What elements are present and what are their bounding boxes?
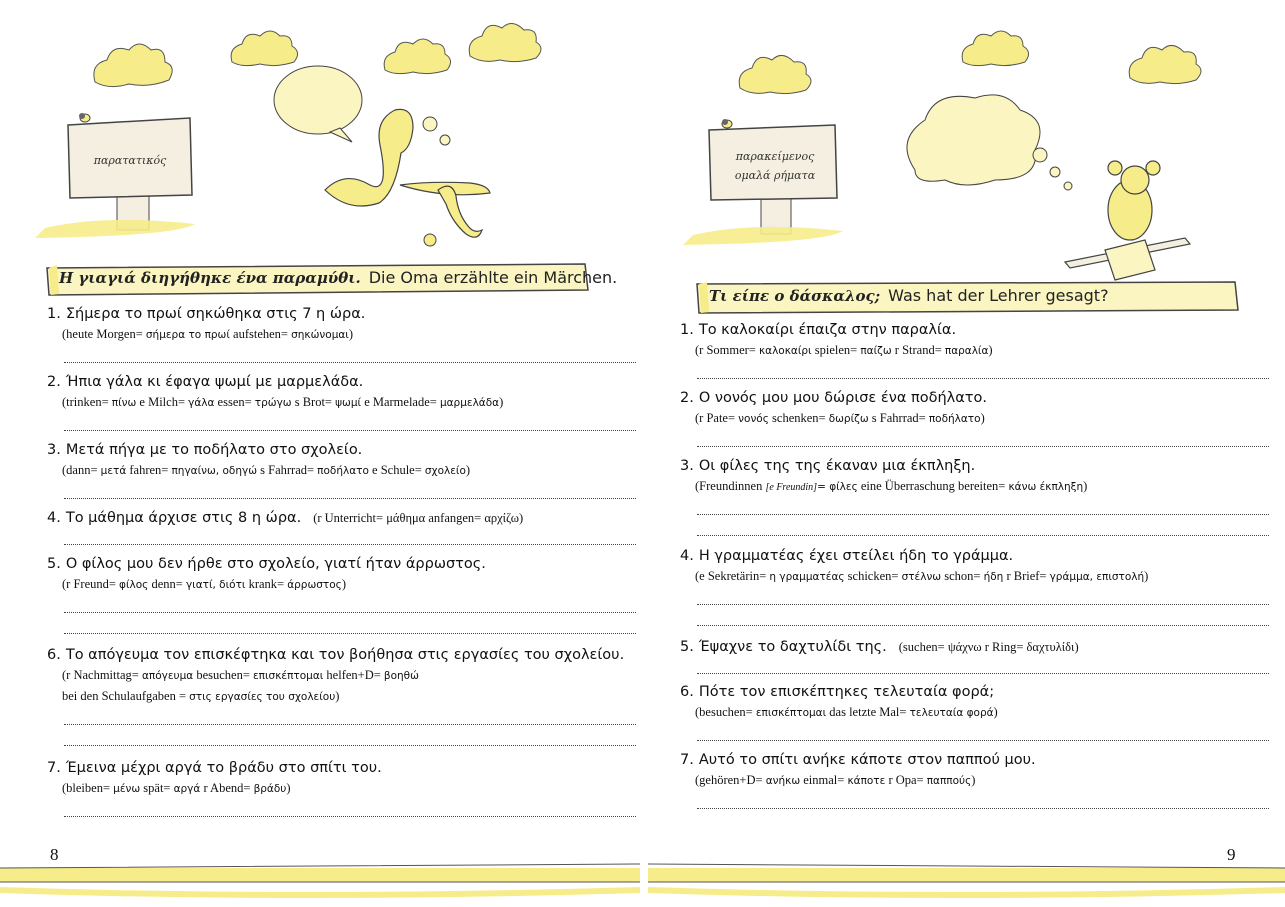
greek-translation: η γραμματέας: [769, 571, 845, 583]
german-word: ): [341, 577, 346, 591]
exercise-sentence: [680, 684, 1270, 700]
german-word: (gehören+D=: [695, 773, 766, 787]
german-word: eine Überraschung bereiten=: [857, 479, 1009, 493]
greek-translation: φίλος: [119, 579, 149, 591]
german-word: anfangen=: [425, 511, 485, 525]
greek-translation: ποδήλατο: [928, 413, 981, 425]
speech-bubble-icon: [274, 66, 450, 145]
answer-line[interactable]: [697, 378, 1269, 379]
german-word: (bleiben=: [62, 781, 114, 795]
snail-icon: [424, 234, 436, 246]
greek-sentence: Το καλοκαίρι έπαιζα στην παραλία.: [698, 322, 957, 338]
exercise-sentence: [47, 647, 637, 663]
exercise-number: 4.: [680, 548, 694, 564]
vocabulary-hint: [695, 569, 1270, 584]
greek-sentence: Αυτό το σπίτι ανήκε κάποτε στον παππού μου.: [698, 752, 1036, 768]
answer-line[interactable]: [697, 808, 1269, 809]
bee-icon: [722, 119, 728, 125]
vocabulary-hint: [695, 343, 1270, 358]
right-illustration: [645, 0, 1285, 290]
exercise-item: [47, 306, 637, 363]
greek-translation: κάνω έκπληξη: [1008, 481, 1084, 493]
greek-translation: βράδυ: [253, 783, 287, 795]
exercise-number: 4.: [47, 510, 61, 526]
exercise-item: [680, 458, 1270, 536]
cloud-icon: [231, 31, 297, 66]
vocabulary-hint: [313, 511, 523, 525]
banner-greek-title: Τι είπε ο δάσκαλος;: [709, 287, 881, 305]
greek-translation: πηγαίνω, οδηγώ: [171, 465, 257, 477]
german-word: ): [348, 327, 354, 341]
answer-line[interactable]: [64, 544, 636, 545]
german-word: essen=: [214, 395, 255, 409]
sign-label: παρακείμενος: [735, 150, 815, 163]
german-word: (heute Morgen=: [62, 327, 146, 341]
greek-translation: αργά: [173, 783, 201, 795]
german-word: aufstehen=: [229, 327, 292, 341]
german-word: e Milch=: [136, 395, 189, 409]
greek-translation: άρρωστος: [287, 579, 342, 591]
exercise-sentence: [47, 760, 637, 776]
exercise-item: [47, 647, 637, 746]
greek-translation: σηκώνομαι: [291, 329, 349, 341]
greek-translation: μένω: [113, 783, 141, 795]
greek-sentence: Σήμερα το πρωί σηκώθηκα στις 7 η ώρα.: [65, 306, 366, 322]
answer-line[interactable]: [697, 514, 1269, 515]
german-word: ): [1074, 640, 1079, 654]
answer-line[interactable]: [64, 430, 636, 431]
banner-greek-title: Η γιαγιά διηγήθηκε ένα παραμύθι.: [59, 269, 361, 287]
title-banner: [45, 262, 618, 296]
german-word: e Schule=: [368, 463, 425, 477]
cloud-icon: [739, 55, 811, 93]
german-word: e Marmelade=: [361, 395, 440, 409]
vocabulary-hint: [62, 577, 637, 592]
german-word: (besuchen=: [695, 705, 756, 719]
exercise-number: 6.: [47, 647, 61, 663]
sign-label: ομαλά ρήματα: [734, 169, 816, 182]
exercise-item: [680, 322, 1270, 379]
greek-translation: δαχτυλίδι: [1026, 640, 1075, 654]
german-word: fahren=: [126, 463, 172, 477]
bee-icon: [79, 113, 85, 119]
greek-sentence: Έμεινα μέχρι αργά το βράδυ στο σπίτι του.: [65, 760, 382, 776]
exercise-sentence: [47, 374, 637, 390]
mouse-icon: [1065, 161, 1190, 280]
german-word: (trinken=: [62, 395, 112, 409]
greek-translation: πίνω: [111, 397, 137, 409]
answer-line[interactable]: [64, 362, 636, 363]
answer-line[interactable]: [697, 625, 1269, 626]
german-word: ): [993, 705, 998, 719]
german-word: ): [1144, 569, 1149, 583]
answer-line[interactable]: [64, 612, 636, 613]
exercise-item: [680, 390, 1270, 447]
page-number: 8: [50, 845, 59, 864]
vocabulary-hint: [695, 479, 1270, 494]
german-word: r Brief=: [1003, 569, 1050, 583]
german-word: (r Unterricht=: [313, 511, 387, 525]
exercise-number: 5.: [680, 639, 694, 655]
cloud-icon: [1129, 45, 1201, 83]
greek-translation: δωρίζω: [828, 413, 869, 425]
banner-german-title: Was hat der Lehrer gesagt?: [888, 286, 1109, 305]
greek-translation: νονός: [738, 413, 769, 425]
german-word: [e Freundin]: [765, 482, 818, 493]
german-word: (Freundinnen: [695, 479, 766, 493]
answer-line[interactable]: [697, 604, 1269, 605]
german-word: (r Freund=: [62, 577, 120, 591]
exercise-number: 7.: [680, 752, 694, 768]
german-word: (suchen=: [898, 640, 948, 654]
exercise-item: [680, 639, 1270, 674]
thought-bubble-icon: [907, 95, 1072, 190]
left-illustration: [0, 0, 640, 270]
greek-translation: τρώγω: [254, 397, 292, 409]
vocabulary-hint: [695, 411, 1270, 426]
german-word: s Fahrrad=: [868, 411, 929, 425]
german-word: krank=: [245, 577, 288, 591]
german-word: schicken=: [844, 569, 902, 583]
german-word: (e Sekretärin=: [695, 569, 770, 583]
german-word: r Ring=: [981, 640, 1027, 654]
greek-translation: βοηθώ: [383, 670, 419, 682]
german-word: bei den Schulaufgaben =: [62, 689, 190, 703]
answer-line[interactable]: [697, 446, 1269, 447]
greek-translation: ανήκω: [765, 775, 801, 787]
exercise-item: [47, 442, 637, 499]
german-word: ): [499, 395, 504, 409]
greek-translation: ποδήλατο: [317, 465, 369, 477]
greek-translation: = φίλες: [817, 481, 858, 493]
german-word: schon=: [941, 569, 984, 583]
german-word: ): [335, 689, 340, 703]
vocabulary-hint: [695, 705, 1270, 720]
german-word: r Abend=: [200, 781, 254, 795]
answer-line[interactable]: [697, 740, 1269, 741]
greek-translation: ψάχνω: [947, 640, 982, 654]
exercise-item: [47, 374, 637, 431]
answer-line[interactable]: [64, 498, 636, 499]
german-word: (dann=: [62, 463, 101, 477]
greek-sentence: Μετά πήγα με το ποδήλατο στο σχολείο.: [65, 442, 363, 458]
exercise-item: [47, 510, 637, 545]
cloud-icon: [469, 23, 541, 61]
exercise-number: 2.: [47, 374, 61, 390]
greek-translation: παππούς: [926, 775, 972, 787]
right-page: [645, 0, 1285, 907]
greek-translation: επισκέπτομαι: [253, 670, 324, 682]
greek-translation: μετά: [100, 465, 127, 477]
exercise-item: [47, 556, 637, 634]
german-word: ): [1083, 479, 1088, 493]
exercise-sentence: [47, 442, 637, 458]
exercise-number: 5.: [47, 556, 61, 572]
greek-translation: καλοκαίρι: [758, 345, 812, 357]
exercise-number: 1.: [680, 322, 694, 338]
exercise-sentence: [680, 322, 1270, 338]
greek-sentence: Το απόγευμα τον επισκέφτηκα και τον βοήθησα στις εργασίες του σχολείου.: [65, 647, 625, 663]
vocabulary-hint: [62, 668, 637, 683]
greek-translation: γιατί, διότι: [185, 579, 246, 591]
german-word: spät=: [140, 781, 174, 795]
greek-translation: γράμμα, επιστολή: [1049, 571, 1145, 583]
exercise-sentence: [680, 752, 1270, 768]
german-word: ): [519, 511, 524, 525]
greek-sentence: Έψαχνε το δαχτυλίδι της.: [698, 639, 887, 655]
german-word: einmal=: [800, 773, 848, 787]
exercise-sentence: [47, 556, 637, 572]
german-word: ): [988, 343, 993, 357]
exercise-sentence: [47, 510, 637, 526]
greek-translation: σχολείο: [424, 465, 466, 477]
exercise-number: 3.: [680, 458, 694, 474]
german-word: r Strand=: [891, 343, 945, 357]
vocabulary-hint: [62, 327, 637, 342]
greek-translation: ήδη: [983, 571, 1004, 583]
greek-translation: τελευταία φορά: [909, 707, 994, 719]
greek-sentence: Η γραμματέας έχει στείλει ήδη το γράμμα.: [698, 548, 1014, 564]
greek-translation: επισκέπτομαι: [755, 707, 827, 719]
greek-translation: στις εργασίες του σχολείου: [189, 691, 336, 703]
vocabulary-hint: [62, 395, 637, 410]
exercise-sentence: [680, 639, 1270, 655]
german-word: (r Nachmittag=: [62, 668, 142, 682]
german-word: r Opa=: [885, 773, 927, 787]
vocabulary-hint: [62, 781, 637, 796]
cloud-icon: [384, 39, 450, 74]
german-word: ): [971, 773, 976, 787]
german-word: ): [980, 411, 985, 425]
german-word: ): [286, 781, 291, 795]
german-word: ): [465, 463, 471, 477]
german-word: denn=: [148, 577, 186, 591]
exercise-number: 2.: [680, 390, 694, 406]
greek-sentence: Ο φίλος μου δεν ήρθε στο σχολείο, γιατί ήταν άρρωστος.: [65, 556, 486, 572]
cloud-icon: [962, 31, 1028, 66]
greek-translation: ψωμί: [335, 397, 362, 409]
german-word: (r Sommer=: [695, 343, 759, 357]
exercise-item: [47, 760, 637, 817]
vocabulary-hint: [899, 640, 1079, 654]
sign-label: παρατατικός: [93, 154, 167, 167]
greek-translation: γάλα: [188, 397, 215, 409]
greek-translation: στέλνω: [901, 571, 942, 583]
exercise-item: [680, 752, 1270, 809]
answer-line[interactable]: [697, 673, 1269, 674]
answer-line[interactable]: [64, 633, 636, 634]
german-word: s Fahrrad=: [257, 463, 318, 477]
german-word: besuchen=: [193, 668, 253, 682]
exercise-number: 3.: [47, 442, 61, 458]
greek-sentence: Ο νονός μου μου δώρισε ένα ποδήλατο.: [698, 390, 987, 406]
page-number: 9: [1227, 845, 1236, 864]
exercise-sentence: [680, 390, 1270, 406]
exercise-number: 1.: [47, 306, 61, 322]
exercise-sentence: [680, 548, 1270, 564]
greek-translation: κάποτε: [847, 775, 886, 787]
left-page: [0, 0, 640, 907]
german-word: das letzte Mal=: [826, 705, 910, 719]
greek-translation: απόγευμα: [141, 670, 194, 682]
greek-sentence: Ήπια γάλα κι έφαγα ψωμί με μαρμελάδα.: [65, 374, 364, 390]
exercise-sentence: [47, 306, 637, 322]
answer-line[interactable]: [697, 535, 1269, 536]
greek-translation: μαρμελάδα: [439, 397, 500, 409]
answer-line[interactable]: [64, 816, 636, 817]
fence-icon: [0, 852, 1285, 907]
greek-translation: αρχίζω: [484, 511, 519, 525]
german-word: schenken=: [768, 411, 829, 425]
exercise-number: 7.: [47, 760, 61, 776]
german-word: (r Pate=: [695, 411, 739, 425]
cloud-icon: [94, 44, 172, 87]
greek-translation: παίζω: [860, 345, 892, 357]
greek-translation: σήμερα το πρωί: [145, 329, 230, 341]
vocabulary-hint: [695, 773, 1270, 788]
exercise-number: 6.: [680, 684, 694, 700]
greek-sentence: Το μάθημα άρχισε στις 8 η ώρα.: [65, 510, 302, 526]
german-word: s Brot=: [291, 395, 336, 409]
title-banner: [695, 280, 1240, 314]
answer-line[interactable]: [64, 724, 636, 725]
greek-translation: μάθημα: [386, 511, 426, 525]
german-word: helfen+D=: [323, 668, 384, 682]
signpost-icon: [68, 114, 192, 230]
banner-german-title: Die Oma erzählte ein Märchen.: [368, 268, 618, 287]
exercise-item: [680, 684, 1270, 741]
answer-line[interactable]: [64, 745, 636, 746]
vocabulary-hint: [62, 463, 637, 478]
vocabulary-hint: [62, 689, 637, 704]
exercise-sentence: [680, 458, 1270, 474]
exercise-item: [680, 548, 1270, 626]
greek-sentence: Πότε τον επισκέπτηκες τελευταία φορά;: [698, 684, 995, 700]
german-word: spielen=: [811, 343, 861, 357]
greek-translation: παραλία: [944, 345, 989, 357]
greek-sentence: Οι φίλες της της έκαναν μια έκπληξη.: [698, 458, 976, 474]
